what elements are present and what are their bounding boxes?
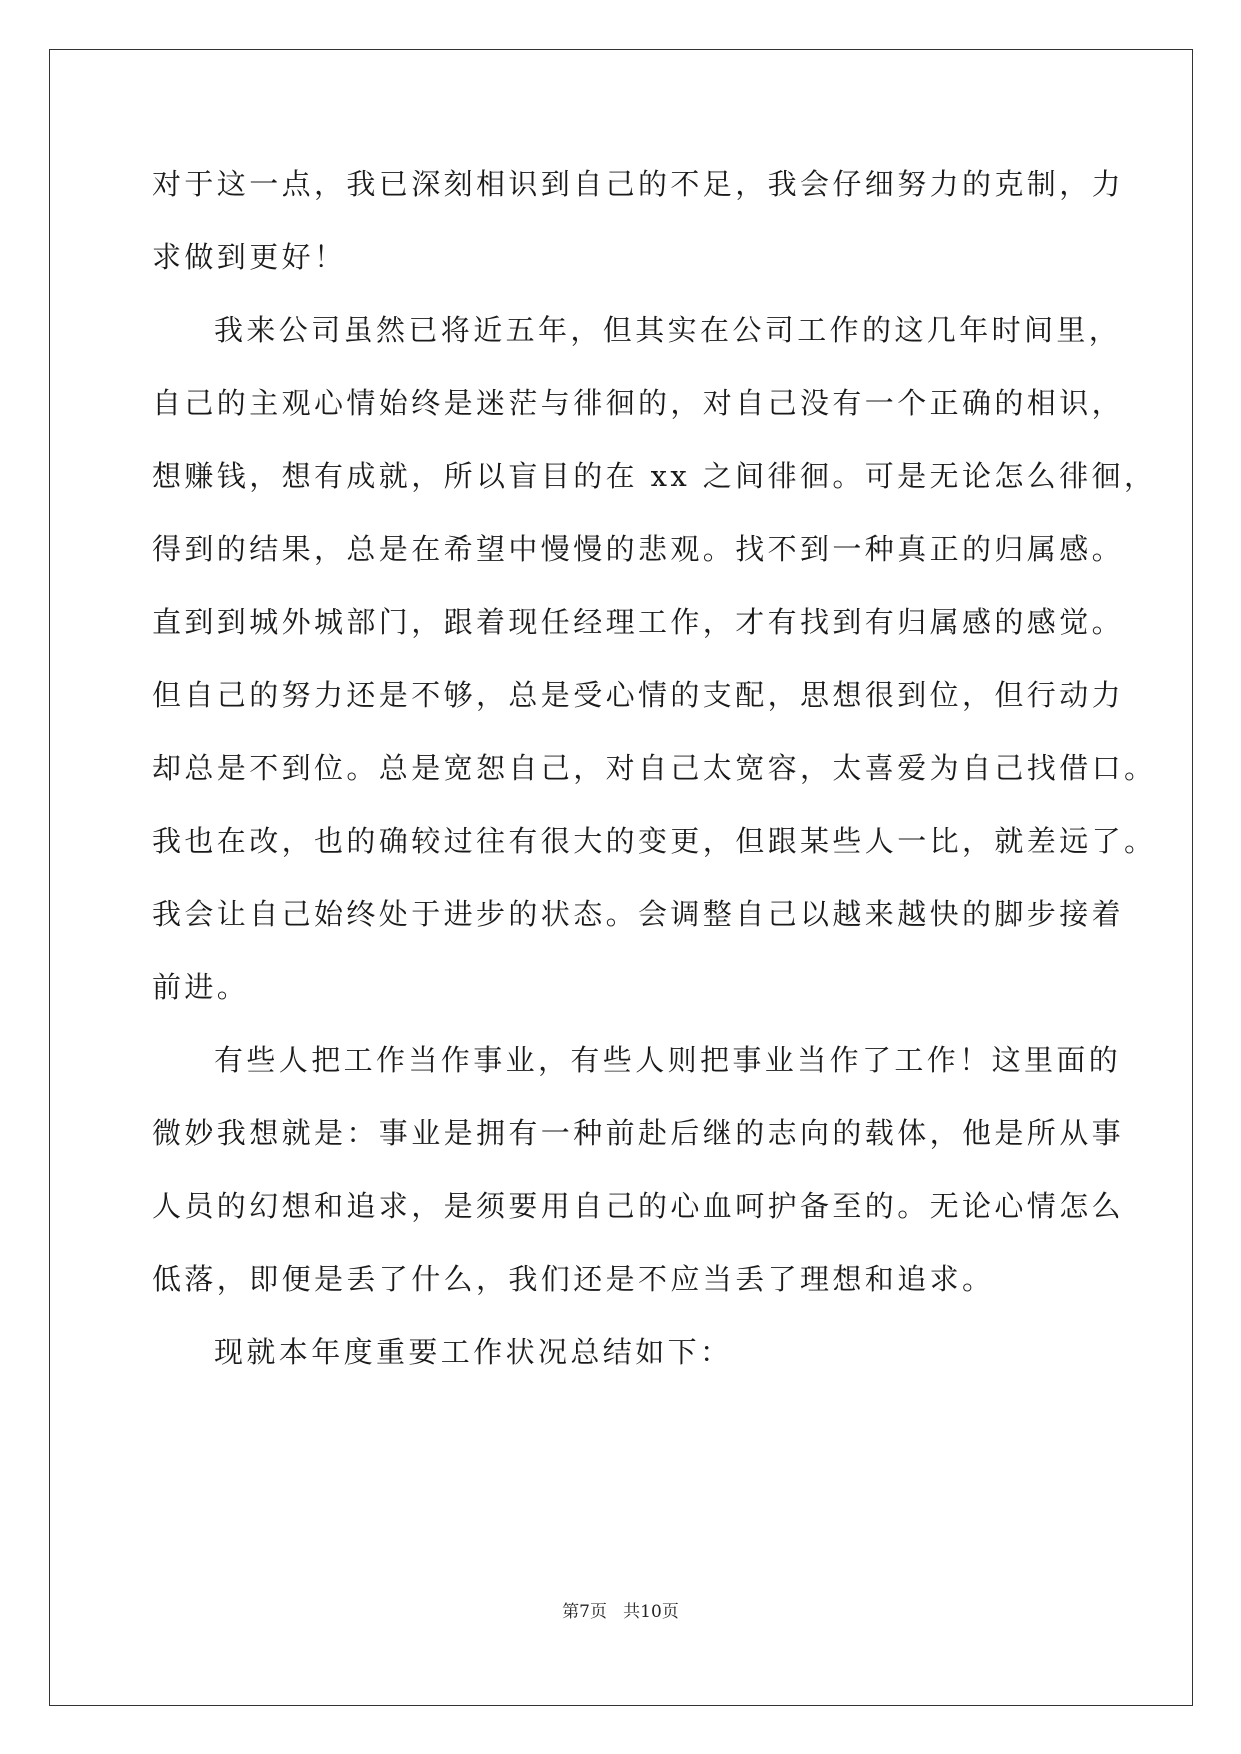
text-line: 我也在改，也的确较过往有很大的变更，但跟某些人一比，就差远了。 <box>152 824 1157 858</box>
text-line: 得到的结果，总是在希望中慢慢的悲观。找不到一种真正的归属感。 <box>152 532 1125 566</box>
paragraph-start: 现就本年度重要工作状况总结如下： <box>214 1335 733 1369</box>
paragraph-start: 有些人把工作当作事业，有些人则把事业当作了工作！这里面的 <box>214 1043 1122 1077</box>
text-line: 直到到城外城部门，跟着现任经理工作，才有找到有归属感的感觉。 <box>152 605 1125 639</box>
text-line: 人员的幻想和追求，是须要用自己的心血呵护备至的。无论心情怎么 <box>152 1189 1125 1223</box>
text-line: 却总是不到位。总是宽恕自己，对自己太宽容，太喜爱为自己找借口。 <box>152 751 1157 785</box>
text-line: 对于这一点，我已深刻相识到自己的不足，我会仔细努力的克制，力 <box>152 167 1125 201</box>
text-line: 我会让自己始终处于进步的状态。会调整自己以越来越快的脚步接着 <box>152 897 1125 931</box>
text-line: 前进。 <box>152 970 250 1004</box>
text-line: 微妙我想就是：事业是拥有一种前赴后继的志向的载体，他是所从事 <box>152 1116 1125 1150</box>
page-border <box>49 49 1193 1706</box>
text-line: 自己的主观心情始终是迷茫与徘徊的，对自己没有一个正确的相识， <box>152 386 1125 420</box>
text-line: 想赚钱，想有成就，所以盲目的在 xx 之间徘徊。可是无论怎么徘徊， <box>152 459 1157 493</box>
text-line: 低落，即便是丢了什么，我们还是不应当丢了理想和追求。 <box>152 1262 995 1296</box>
text-line: 求做到更好！ <box>152 240 347 274</box>
paragraph-start: 我来公司虽然已将近五年，但其实在公司工作的这几年时间里， <box>214 313 1122 347</box>
page-number-footer: 第7页 共10页 <box>562 1602 679 1622</box>
text-line: 但自己的努力还是不够，总是受心情的支配，思想很到位，但行动力 <box>152 678 1125 712</box>
